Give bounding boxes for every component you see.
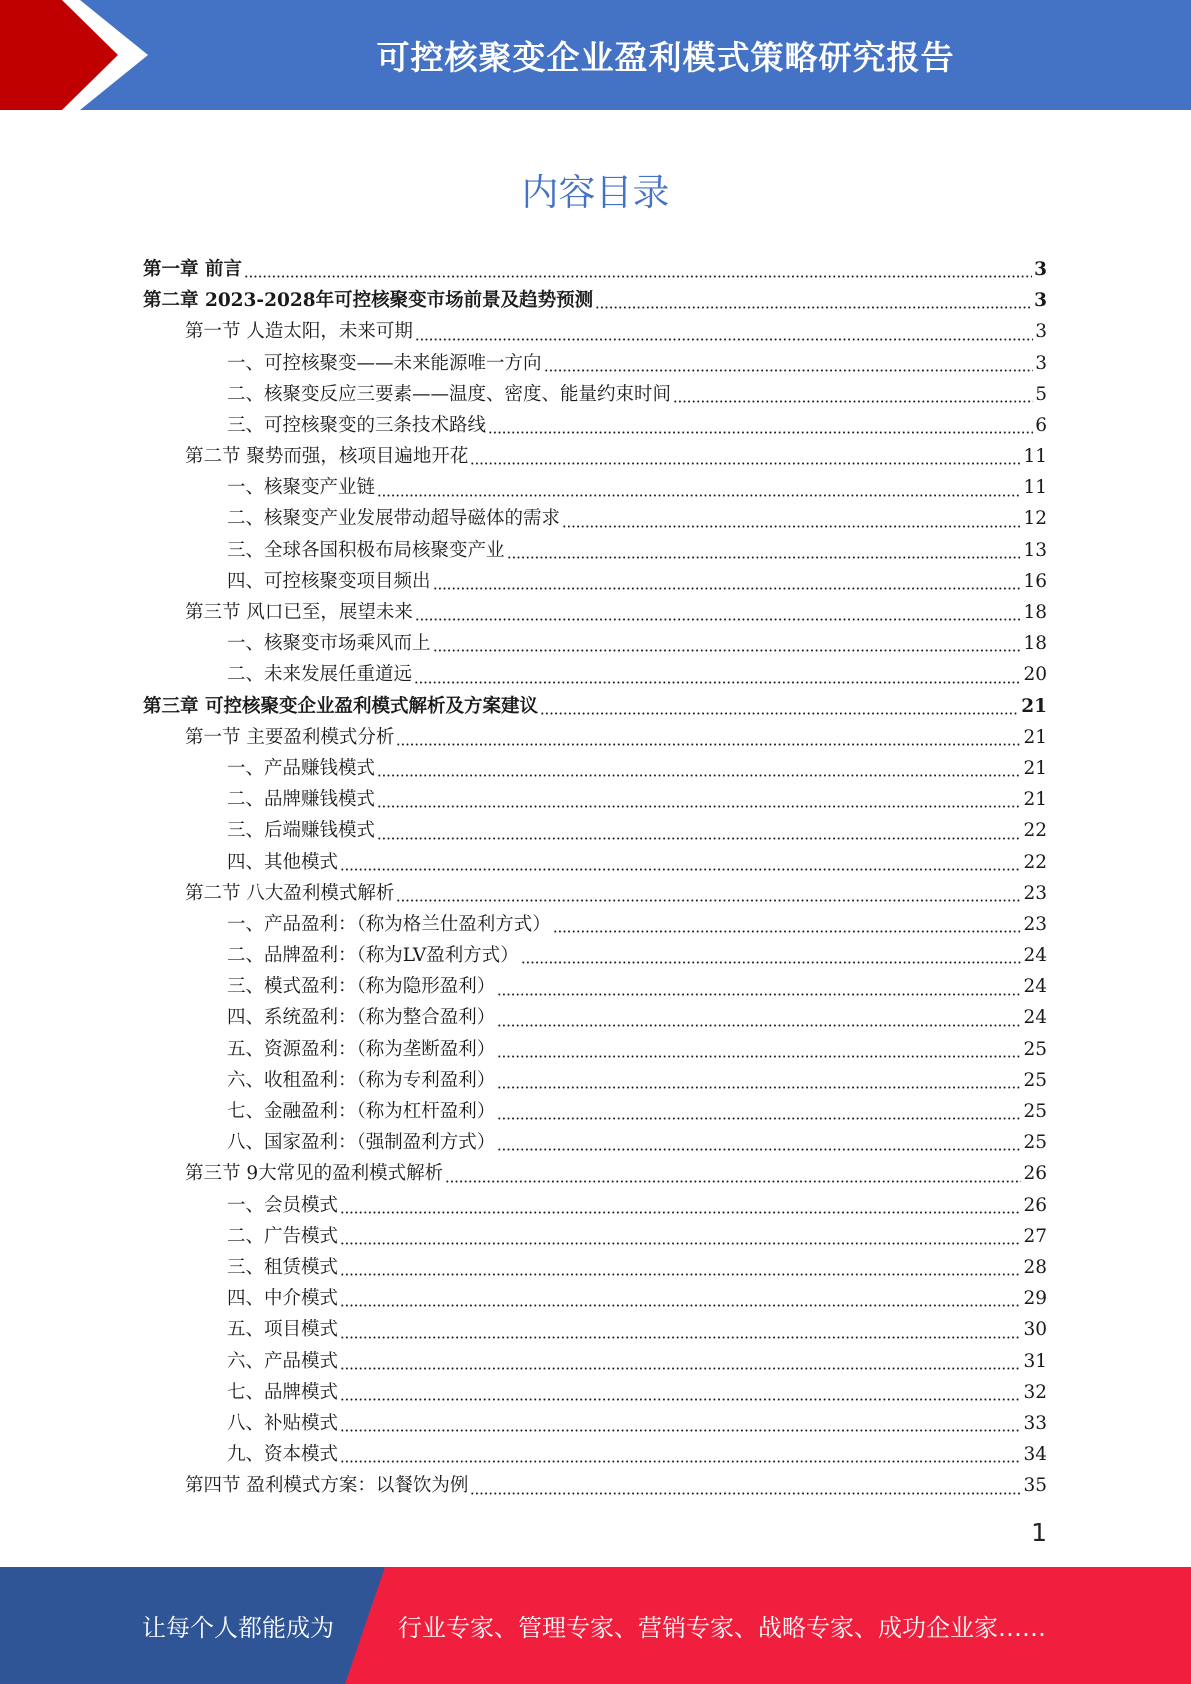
toc-entry[interactable]: [143, 1003, 1047, 1034]
toc-entry-title: 二、品牌盈利：（称为LV盈利方式）: [227, 945, 519, 967]
toc-entry-title: 八、补贴模式: [227, 1412, 339, 1434]
toc-dot-leader: [340, 1304, 1021, 1307]
toc-entry-title: 二、未来发展任重道远: [227, 664, 413, 686]
toc-entry-title: 一、可控核聚变——未来能源唯一方向: [227, 352, 542, 374]
toc-dot-leader: [497, 993, 1021, 996]
toc-entry-title: 六、收租盈利：（称为专利盈利）: [227, 1069, 496, 1091]
toc-entry[interactable]: [143, 1190, 1047, 1221]
toc-entry-title: 第三章 可控核聚变企业盈利模式解析及方案建议: [143, 695, 538, 717]
toc-entry-page: 6: [1035, 414, 1047, 436]
toc-dot-leader: [396, 743, 1021, 746]
toc-entry-page: 3: [1035, 352, 1047, 374]
toc-entry-page: 22: [1023, 820, 1047, 842]
toc-entry[interactable]: [143, 847, 1047, 878]
toc-dot-leader: [340, 1367, 1021, 1370]
toc-entry-page: 28: [1023, 1256, 1047, 1278]
toc-entry[interactable]: [143, 753, 1047, 784]
toc-entry-page: 23: [1023, 882, 1047, 904]
toc-dot-leader: [414, 681, 1021, 684]
toc-entry[interactable]: [143, 1034, 1047, 1065]
toc-entry-title: 二、品牌赚钱模式: [227, 789, 376, 811]
toc-dot-leader: [540, 712, 1019, 715]
toc-dot-leader: [340, 1211, 1021, 1214]
header-arrow-decoration: [0, 0, 160, 110]
toc-entry-title: 第三节 风口已至，展望未来: [185, 602, 413, 624]
toc-dot-leader: [562, 525, 1021, 528]
table-of-contents: [143, 254, 1047, 1502]
toc-entry-page: 21: [1023, 789, 1047, 811]
toc-entry[interactable]: [143, 878, 1047, 909]
toc-entry[interactable]: [143, 597, 1047, 628]
toc-entry[interactable]: [143, 504, 1047, 535]
toc-entry-title: 第四节 盈利模式方案：以餐饮为例: [185, 1475, 469, 1497]
toc-entry[interactable]: [143, 971, 1047, 1002]
toc-entry-title: 一、产品盈利：（称为格兰仕盈利方式）: [227, 913, 551, 935]
toc-dot-leader: [377, 494, 1021, 497]
toc-entry-page: 3: [1034, 258, 1047, 280]
toc-entry-page: 18: [1023, 602, 1047, 624]
footer-slogan-right: 行业专家、管理专家、营销专家、战略专家、成功企业家……: [398, 1614, 1046, 1642]
toc-entry-page: 32: [1023, 1381, 1047, 1403]
toc-entry[interactable]: [143, 1439, 1047, 1470]
toc-dot-leader: [433, 587, 1022, 590]
toc-dot-leader: [673, 400, 1033, 403]
toc-heading: 内容目录: [521, 171, 670, 214]
toc-entry-title: 第二节 八大盈利模式解析: [185, 882, 395, 904]
toc-entry[interactable]: [143, 1346, 1047, 1377]
toc-entry-title: 三、模式盈利：（称为隐形盈利）: [227, 976, 496, 998]
toc-entry[interactable]: [143, 441, 1047, 472]
toc-dot-leader: [497, 1117, 1021, 1120]
toc-entry[interactable]: [143, 1377, 1047, 1408]
toc-entry-page: 18: [1023, 633, 1047, 655]
toc-entry-page: 22: [1023, 851, 1047, 873]
toc-entry-page: 23: [1023, 913, 1047, 935]
toc-entry[interactable]: [143, 1096, 1047, 1127]
toc-entry-page: 3: [1034, 290, 1047, 312]
toc-entry-title: 三、租赁模式: [227, 1256, 339, 1278]
toc-entry-title: 一、产品赚钱模式: [227, 757, 376, 779]
toc-entry[interactable]: [143, 1470, 1047, 1501]
toc-dot-leader: [340, 1242, 1021, 1245]
toc-dot-leader: [470, 462, 1021, 465]
toc-entry-title: 五、资源盈利：（称为垄断盈利）: [227, 1038, 496, 1060]
toc-entry-title: 六、产品模式: [227, 1350, 339, 1372]
toc-entry-title: 三、后端赚钱模式: [227, 820, 376, 842]
toc-entry[interactable]: [143, 535, 1047, 566]
toc-entry-title: 三、可控核聚变的三条技术路线: [227, 414, 487, 436]
toc-dot-leader: [497, 1148, 1021, 1151]
toc-entry-page: 26: [1023, 1194, 1047, 1216]
toc-dot-leader: [497, 1055, 1021, 1058]
toc-dot-leader: [415, 618, 1022, 621]
toc-entry[interactable]: [143, 472, 1047, 503]
toc-dot-leader: [377, 774, 1021, 777]
toc-dot-leader: [521, 961, 1022, 964]
toc-entry-title: 四、可控核聚变项目频出: [227, 570, 431, 592]
toc-entry[interactable]: [143, 348, 1047, 379]
toc-dot-leader: [377, 805, 1021, 808]
toc-entry[interactable]: [143, 1221, 1047, 1252]
toc-entry-page: 20: [1023, 664, 1047, 686]
footer-banner: [0, 1567, 1191, 1684]
toc-dot-leader: [340, 868, 1021, 871]
toc-entry-page: 24: [1023, 1007, 1047, 1029]
toc-entry[interactable]: [143, 815, 1047, 846]
toc-dot-leader: [340, 1273, 1021, 1276]
toc-entry[interactable]: [143, 1065, 1047, 1096]
toc-entry[interactable]: [143, 410, 1047, 441]
toc-entry-page: 33: [1023, 1412, 1047, 1434]
toc-entry[interactable]: [143, 628, 1047, 659]
toc-entry-page: 30: [1023, 1319, 1047, 1341]
toc-entry-page: 25: [1023, 1101, 1047, 1123]
toc-entry[interactable]: [143, 784, 1047, 815]
toc-entry-title: 七、金融盈利：（称为杠杆盈利）: [227, 1101, 496, 1123]
toc-dot-leader: [470, 1492, 1021, 1495]
toc-dot-leader: [415, 338, 1033, 341]
toc-entry-page: 21: [1023, 757, 1047, 779]
toc-entry[interactable]: [143, 1158, 1047, 1189]
toc-entry[interactable]: [143, 691, 1047, 722]
toc-entry[interactable]: [143, 940, 1047, 971]
toc-dot-leader: [396, 899, 1021, 902]
toc-entry-title: 第一章 前言: [143, 258, 242, 280]
toc-entry-title: 八、国家盈利：（强制盈利方式）: [227, 1132, 496, 1154]
toc-entry-title: 一、核聚变产业链: [227, 477, 376, 499]
toc-entry-page: 27: [1023, 1225, 1047, 1247]
toc-dot-leader: [340, 1460, 1021, 1463]
toc-dot-leader: [433, 649, 1022, 652]
toc-entry-title: 一、核聚变市场乘风而上: [227, 633, 431, 655]
toc-dot-leader: [553, 930, 1022, 933]
toc-entry[interactable]: [143, 285, 1047, 316]
toc-dot-leader: [377, 837, 1021, 840]
toc-entry-page: 16: [1023, 570, 1047, 592]
toc-entry[interactable]: [143, 1314, 1047, 1345]
toc-dot-leader: [507, 556, 1022, 559]
toc-entry[interactable]: [143, 1252, 1047, 1283]
toc-entry-page: 24: [1023, 945, 1047, 967]
page-number: 1: [1031, 1518, 1047, 1547]
toc-entry-page: 25: [1023, 1038, 1047, 1060]
toc-dot-leader: [497, 1086, 1021, 1089]
toc-entry-page: 12: [1023, 508, 1047, 530]
toc-dot-leader: [340, 1398, 1021, 1401]
toc-entry-page: 3: [1035, 321, 1047, 343]
toc-entry[interactable]: [143, 1127, 1047, 1158]
toc-dot-leader: [445, 1180, 1021, 1183]
toc-entry-title: 第一节 主要盈利模式分析: [185, 726, 395, 748]
toc-entry-page: 24: [1023, 976, 1047, 998]
toc-dot-leader: [340, 1336, 1021, 1339]
toc-dot-leader: [497, 1024, 1021, 1027]
toc-entry-page: 11: [1023, 446, 1047, 468]
toc-entry-title: 三、全球各国积极布局核聚变产业: [227, 539, 505, 561]
toc-entry-page: 11: [1023, 477, 1047, 499]
toc-entry-title: 一、会员模式: [227, 1194, 339, 1216]
toc-entry-title: 二、核聚变反应三要素——温度、密度、能量约束时间: [227, 383, 672, 405]
toc-entry-page: 26: [1023, 1163, 1047, 1185]
toc-entry-title: 四、系统盈利：（称为整合盈利）: [227, 1007, 496, 1029]
toc-entry-title: 第二节 聚势而强，核项目遍地开花: [185, 446, 469, 468]
toc-dot-leader: [544, 369, 1034, 372]
header-banner: [0, 0, 1191, 110]
toc-entry-title: 四、中介模式: [227, 1288, 339, 1310]
toc-dot-leader: [340, 1429, 1021, 1432]
toc-entry[interactable]: [143, 909, 1047, 940]
toc-entry-page: 5: [1035, 383, 1047, 405]
toc-entry-page: 35: [1023, 1475, 1047, 1497]
toc-entry-title: 第一节 人造太阳，未来可期: [185, 321, 413, 343]
toc-entry-title: 七、品牌模式: [227, 1381, 339, 1403]
toc-entry[interactable]: [143, 1408, 1047, 1439]
toc-entry-title: 二、核聚变产业发展带动超导磁体的需求: [227, 508, 561, 530]
toc-dot-leader: [244, 275, 1032, 278]
toc-entry-page: 29: [1023, 1288, 1047, 1310]
toc-entry[interactable]: [143, 1283, 1047, 1314]
toc-entry[interactable]: [143, 316, 1047, 347]
toc-entry[interactable]: [143, 254, 1047, 285]
toc-entry-title: 二、广告模式: [227, 1225, 339, 1247]
toc-entry-page: 25: [1023, 1069, 1047, 1091]
toc-entry-title: 第三节 9大常见的盈利模式解析: [185, 1163, 444, 1185]
toc-entry-title: 四、其他模式: [227, 851, 339, 873]
footer-slogan-left: 让每个人都能成为: [142, 1614, 334, 1642]
toc-entry[interactable]: [143, 566, 1047, 597]
toc-entry[interactable]: [143, 379, 1047, 410]
toc-dot-leader: [488, 431, 1033, 434]
toc-entry-page: 31: [1023, 1350, 1047, 1372]
toc-entry-title: 九、资本模式: [227, 1444, 339, 1466]
toc-entry[interactable]: [143, 659, 1047, 690]
toc-entry-page: 21: [1023, 726, 1047, 748]
toc-entry[interactable]: [143, 722, 1047, 753]
toc-entry-page: 13: [1023, 539, 1047, 561]
toc-entry-title: 第二章 2023-2028年可控核聚变市场前景及趋势预测: [143, 290, 594, 312]
toc-entry-title: 五、项目模式: [227, 1319, 339, 1341]
report-title: 可控核聚变企业盈利模式策略研究报告: [376, 37, 955, 77]
toc-dot-leader: [595, 306, 1032, 309]
toc-entry-page: 21: [1021, 695, 1047, 717]
toc-entry-page: 34: [1023, 1444, 1047, 1466]
toc-entry-page: 25: [1023, 1132, 1047, 1154]
